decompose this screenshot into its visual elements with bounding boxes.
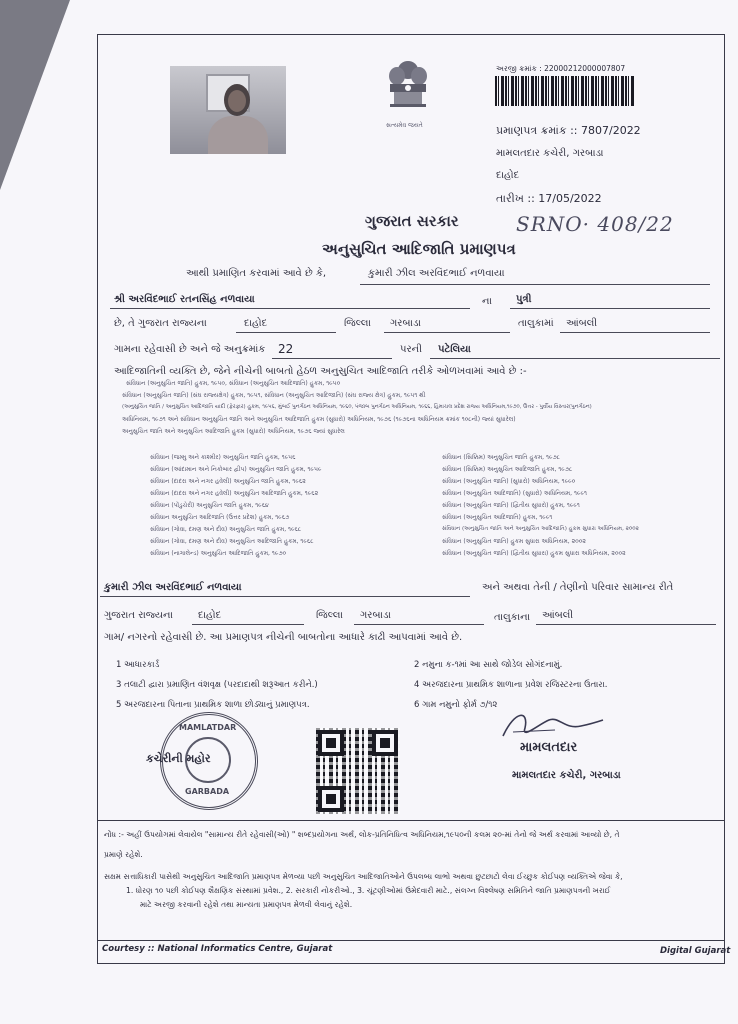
parni-text: પરની	[400, 344, 422, 355]
na-text: ના	[482, 296, 492, 307]
order-line: સંવિધાન (દાદરા અને નગર હવેલી) અનુસુચિત આદિજાતિ હુકમ, ૧૯૬૨	[150, 490, 319, 497]
document-item: 5 અરજદારના પિતાના પ્રાથમિક શાળા છોડ્યાનું પ્રમાણપત્ર.	[116, 700, 310, 710]
certificate-title: અનુસુચિત આદિજાતિ પ્રમાણપત્ર	[322, 240, 516, 258]
seal-ring-top: MAMLATDAR	[179, 723, 237, 732]
seal-ring-bottom: GARBADA	[185, 787, 230, 796]
order-line: સંવિધાન (અનુસુચિત જાતિ) હુકમ સુધારા અધિનિયમ, ૨૦૦૨	[442, 538, 586, 545]
village-name: આંબલી	[566, 318, 598, 329]
signatory-office: મામલતદાર કચેરી, ગરબાડા	[512, 770, 621, 781]
document-item: 3 તલાટી દ્વારા પ્રમાણિત વંશવૃક્ષ (પરદાદાથી શરૂઆત કરીને.)	[116, 680, 318, 690]
order-line: સંવિધાન (પોંડુચેરી) અનુસુચિત જાતિ હુકમ, ૧૯૬૪	[150, 502, 269, 509]
order-line: સંવિધાન (અનુસુચિત જાતિ અને અનુસુચિત આદિજાતિ) હુકમ સુધારા અધિનિયમ, ૨૦૦૨	[442, 526, 639, 532]
note-text-continued: પ્રમાણે રહેશે.	[104, 850, 143, 859]
father-name: શ્રી અરવિંદભાઈ રતનસિંહ નળવાયા	[114, 294, 255, 305]
order-line: સંવિધાન (અનુસુચિત જાતિ) (દ્વિતીય સુધારા) હુકમ સુધારા અધિનિયમ, ૨૦૦૨	[442, 550, 626, 557]
applicant-name-repeat: કુમારી ઝીલ અરવિંદભાઈ નળવાયા	[104, 582, 242, 593]
order-line: સંવિધાન (સિક્કિમ) અનુસુચિત આદિજાતિ હુકમ, ૧૯૭૮	[442, 466, 573, 473]
tribe-recognition-text: આદિજાતિની વ્યક્તિ છે, જેને નીચેની બાબતો હેઠળ અનુસુચિત આદિજાતિ તરીકે ઓળખવામાં આવે છે :-	[114, 366, 527, 377]
order-line: સંવિધાન અનુસુચિત આદિજાતિ (ઉત્તર પ્રદેશ) હુકમ, ૧૯૬૭	[150, 514, 290, 521]
family-residence-text: અને અથવા તેની / તેણીનો પરિવાર સામાન્ય રીતે	[482, 582, 674, 593]
order-line: સંવિધાન (અનુસુચિત આદિજાતિ) હુકમ, ૧૯૯૧	[442, 514, 553, 521]
government-name: ગુજરાત સરકાર	[365, 212, 459, 230]
certificate-border	[97, 34, 725, 964]
applicant-photo	[170, 66, 286, 154]
district-name: દાહોદ	[244, 318, 268, 329]
state-text: છે, તે ગુજરાત રાજ્યના	[114, 318, 207, 329]
order-line: સંવિધાન (અનુસુચિત આદિજાતિ) (સુધારો) અધિનિયમ, ૧૯૯૧	[442, 490, 587, 497]
jilla-text: જિલ્લા	[344, 318, 371, 329]
basis-text: ગામ/ નગરનો રહેવાસી છે. આ પ્રમાણપત્ર નીચેની બાબતોના આધારે કાઢી આપવામાં આવે છે.	[104, 632, 463, 643]
order-line: સંવિધાન (આંદામાન અને નિકોબાર દ્વીપ) અનુસુચિત જાતિ હુકમ, ૧૯૫૯	[150, 466, 322, 473]
order-line: (અનુસુચિત જાતિ / અનુસુચિત આદિજાતિ યાદી (ફેરફાર) હુકમ, ૧૯૫૬, મુંબઈ પુનર્ગઠન અધિનિયમ, ૧૯૬૦, પંજાબ પુનર્ગઠન અધિનિયમ, ૧૯૬૬, હિમાચલ પ્રદેશ રાજ્ય અધિનિયમ,૧૯૭૦, ઉત્તર - પુર્વીય વિસ્તાર(પુનર્ગઠન)	[122, 404, 592, 410]
document-item: 6 ગામ નમુનો ફોર્મ ૭/૧૨	[414, 700, 498, 710]
issuing-district: દાહોદ	[496, 170, 520, 181]
taluka-name-2: ગરબાડા	[360, 610, 391, 621]
signatory-title: મામલતદાર	[520, 740, 578, 755]
handwritten-reference: SRNO· 408/22	[516, 212, 674, 236]
issuing-office: મામલતદાર કચેરી, ગરબાડા	[496, 148, 604, 159]
seal-label: કચેરીની મહોર	[146, 752, 211, 765]
footer-courtesy: Courtesy :: National Informatics Centre, Gujarat	[102, 944, 333, 954]
serial-number: 22	[278, 342, 294, 356]
application-number: અરજી ક્રમાંક : 22000212000007807	[496, 64, 626, 73]
document-item: 4 અરજદારના પ્રાથમિક શાળાના પ્રવેશ રજિસ્ટરના ઉતારા.	[414, 680, 608, 690]
instruction-text: સક્ષમ સત્તાધિકારી પાસેથી અનુસુચિત આદિજાતિ પ્રમાણપત્ર મેળવ્યા પછી અનુસુચિત આદિજાતિઓને ઉપલબ્ધ લાભો અથવા છુટછાટો લેવા ઈચ્છુક કોઈપણ વ્યક્તિએ જેવા કે,	[104, 872, 623, 881]
instruction-list: 1. ધોરણ ૧૦ પછી કોઈપણ શૈક્ષણિક સંસ્થામાં પ્રવેશ., 2. સરકારી નોકરીઓ., 3. ચૂંટણીઓમાં ઉમેદવારી માટે., સંલગ્ન વિશ્લેષણ સમિતિને જાતિ પ્રમાણપત્રની ખરાઈ	[126, 886, 611, 895]
issue-date: તારીખ :: 17/05/2022	[496, 192, 602, 205]
order-line: સંવિધાન (સિક્કિમ) અનુસુચિત જાતિ હુકમ, ૧૯૭૮	[442, 454, 560, 461]
order-line: સંવિધાન (ગોવા, દમણ અને દીવ) અનુસુચિત આદિજાતિ હુકમ, ૧૯૬૮	[150, 538, 314, 545]
order-line: સંવિધાન (અનુસુચિત જાતિ) (સંઘ રાજ્યક્ષેત્ર) હુકમ, ૧૯૫૧, સંવિધાન (અનુસુચિત આદિજાતિ) (સંઘ રાજ્ય ક્ષેત્ર) હુકમ, ૧૯૫૧ થી	[122, 392, 426, 399]
document-item: 2 નમુના ક-૧માં આ સાથે જોડેલ સોગંદનામું.	[414, 660, 563, 670]
instruction-list-continued: માટે અરજી કરવાની રહેશે તથા માન્યતા પ્રમાણપત્ર મેળવી લેવાનું રહેશે.	[140, 900, 353, 909]
footer-brand: Digital Gujarat	[660, 946, 731, 956]
folded-corner	[0, 0, 70, 190]
talukama-text: તાલુકામાં	[518, 318, 554, 329]
order-line: સંવિધાન (નાગાલેન્ડ) અનુસુચિત આદિજાતિ હુકમ, ૧૯૭૦	[150, 550, 287, 557]
order-line: સંવિધાન (જમ્મુ અને કાશ્મીર) અનુસુચિત જાતિ હુકમ, ૧૯૫૬	[150, 454, 296, 461]
emblem-motto: સત્યમેવ જયતે	[386, 122, 423, 129]
order-line: સંવિધાન (અનુસુચિત જાતિ) (સુધારો) અધિનિયમ, ૧૯૯૦	[442, 478, 576, 485]
qr-code	[316, 728, 400, 814]
taluka-name: ગરબાડા	[390, 318, 421, 329]
resident-text: ગામના રહેવાસી છે અને જે અનુક્રમાંક	[114, 344, 266, 355]
order-line: સંવિધાન (અનુસુચિત જાતિ) (દ્વિતીય સુધારો) હુકમ, ૧૯૯૧	[442, 502, 580, 509]
note-text: નોંધ :- અહીં ઉપયોગમાં લેવાયેલ "સામાન્ય રીતે રહેવાસી(ઓ) " શબ્દપ્રયોગના અર્થ, લોક-પ્રતિનિધિત્વ અધિનિયમ,૧૯૫૦ની કલમ ૨૦-માં તેનો જે અર્થ કરવામાં આવ્યો છે, તે	[104, 830, 620, 839]
district-name-2: દાહોદ	[198, 610, 222, 621]
order-line: સંવિધાન (ગોવા, દમણ અને દીવ) અનુસુચિત જાતિ હુકમ, ૧૯૬૮	[150, 526, 302, 533]
applicant-name: કુમારી ઝીલ અરવિંદભાઈ નળવાયા	[368, 268, 505, 279]
certificate-number: પ્રમાણપત્ર ક્રમાંક :: 7807/2022	[496, 124, 641, 137]
jilla-text-2: જિલ્લા	[316, 610, 343, 621]
talukana-text: તાલુકાના	[494, 612, 531, 623]
barcode	[495, 76, 635, 106]
relation: પુત્રી	[516, 294, 532, 305]
order-line: અધિનિયમ, ૧૯૭૧ અને સંવિધાન અનુસુચિત જાતિ અને અનુસુચિત આદિજાતિ હુકમ (સુધારો) અધિનિયમ, ૧૯૭૬ (૧૯૭૬ના અધિનિયમ ક્રમાંક ૧૦૮ની) જ્યાં સુધારેલ)	[122, 416, 516, 423]
certify-text: આથી પ્રમાણિત કરવામાં આવે છે કે,	[186, 268, 327, 279]
national-emblem-icon	[380, 54, 436, 130]
state-text-2: ગુજરાત રાજ્યના	[104, 610, 173, 621]
village-name-2: આંબલી	[542, 610, 574, 621]
document-item: 1 આધારકાર્ડ	[116, 660, 160, 670]
order-line: અનુસુચિત જાતિ અને અનુસુચિત આદિજાતિ હુકમ (સુધારો) અધિનિયમ, ૧૯૭૬ જ્યાં સુધારેલ	[122, 428, 345, 435]
tribe-name: પટેલિયા	[438, 344, 471, 355]
order-line: સંવિધાન (અનુસુચિત જાતિ) હુકમ, ૧૯૫૦, સંવિધાન (અનુસુચિત આદિજાતિ) હુકમ, ૧૯૫૦	[126, 380, 341, 387]
order-line: સંવિધાન (દાદરા અને નગર હવેલી) અનુસુચિત જાતિ હુકમ, ૧૯૬૨	[150, 478, 306, 485]
